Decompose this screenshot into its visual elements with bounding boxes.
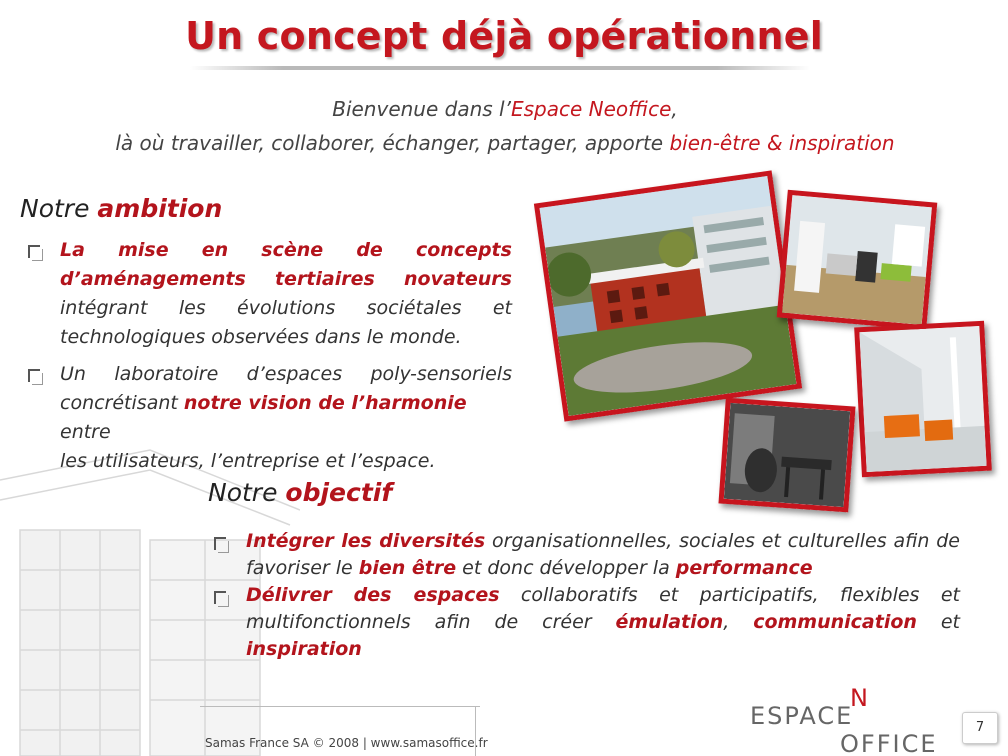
intro-line-2 (60, 131, 950, 155)
espace-office-logo (745, 684, 940, 756)
text: et donc développer la (456, 557, 676, 579)
text: collaboratifs et participatifs, flexibles et (499, 584, 960, 606)
title-underline (190, 66, 810, 70)
intro-text: , (671, 97, 678, 121)
bullet-line (246, 582, 960, 609)
heading-text: Notre (208, 478, 286, 507)
bullet-line: les utilisateurs, l’entreprise et l’espace. (60, 450, 436, 472)
highlight: communication (753, 611, 917, 633)
office-interior-image (782, 195, 932, 325)
intro-highlight: bien-être & inspiration (669, 131, 895, 155)
bullet-line (60, 236, 512, 265)
bullet-line: intégrant les évolutions sociétales et (60, 297, 512, 319)
objectif-list (208, 528, 960, 663)
photo-lounge-orange (854, 321, 992, 478)
bullet-line (246, 609, 960, 636)
bullet-line (246, 636, 960, 663)
word: de (356, 239, 383, 261)
highlight: notre vision de l’harmonie (183, 392, 467, 414)
bullet-icon (214, 591, 226, 604)
photo-office-interior (777, 190, 938, 331)
word: La (60, 239, 85, 261)
logo-mark: N (850, 684, 868, 712)
word: d’aménagements (60, 268, 246, 290)
lounge-image (859, 326, 986, 472)
text: entre (60, 421, 111, 443)
text: organisationnelles, sociales et culturelles afin de (485, 530, 960, 552)
text: favoriser le (246, 557, 359, 579)
text: et (916, 611, 960, 633)
ambition-list (22, 236, 512, 476)
list-item (22, 360, 512, 476)
intro-text: là où travailler, collaborer, échanger, partager, apporte (115, 131, 670, 155)
word: novateurs (404, 268, 512, 290)
bullet-line: Un laboratoire d’espaces poly-sensoriels (60, 363, 512, 385)
word: scène (261, 239, 324, 261)
ambition-heading (20, 194, 222, 223)
highlight: Intégrer les diversités (246, 530, 486, 552)
meeting-room-image (724, 403, 850, 507)
word: tertiaires (274, 268, 375, 290)
highlight: inspiration (246, 638, 362, 660)
footer-divider (200, 706, 480, 707)
heading-highlight: objectif (285, 478, 393, 507)
logo-bottom-text: OFFICE (840, 730, 938, 756)
highlight: Délivrer des espaces (246, 584, 500, 606)
text: multifonctionnels afin de créer (246, 611, 616, 633)
highlight: performance (675, 557, 813, 579)
logo-top-text: ESPACE (750, 702, 854, 730)
bullet-line: technologiques observées dans le monde. (60, 326, 462, 348)
building-courtyard-image (540, 176, 797, 416)
bullet-icon (214, 537, 226, 550)
photo-meeting-room (718, 398, 855, 513)
word: en (201, 239, 229, 261)
word: mise (118, 239, 169, 261)
page-title: Un concept déjà opérationnel (185, 14, 823, 58)
list-item (208, 582, 960, 663)
highlight: bien être (358, 557, 457, 579)
text: , (723, 611, 754, 633)
photo-building-courtyard (534, 170, 802, 421)
page-number: 7 (962, 712, 998, 744)
heading-highlight: ambition (97, 194, 223, 223)
footer-copyright: Samas France SA © 2008 | www.samasoffice.fr (205, 736, 488, 750)
text: concrétisant (60, 392, 184, 414)
bullet-line (60, 265, 512, 294)
word: concepts (415, 239, 512, 261)
list-item (22, 236, 512, 352)
objectif-heading (208, 478, 392, 507)
highlight: émulation (615, 611, 724, 633)
bullet-line (60, 389, 512, 447)
bullet-line (246, 528, 960, 555)
intro-line-1 (60, 97, 950, 121)
intro-text: Bienvenue dans l’ (332, 97, 511, 121)
heading-text: Notre (20, 194, 98, 223)
intro-highlight: Espace Neoffice (510, 97, 672, 121)
list-item (208, 528, 960, 582)
bullet-icon (28, 245, 40, 258)
bullet-icon (28, 369, 40, 382)
bullet-line (246, 555, 960, 582)
